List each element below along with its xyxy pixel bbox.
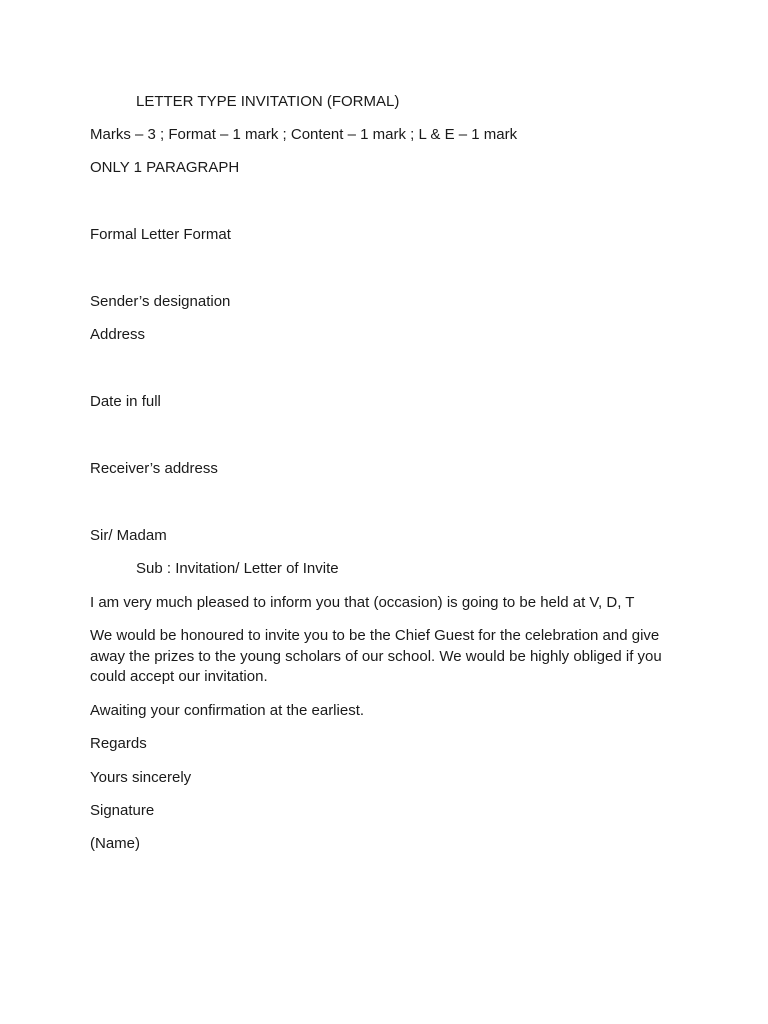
- sender-address: Address: [90, 326, 146, 343]
- salutation: Sir/ Madam: [90, 527, 167, 544]
- format-heading: Formal Letter Format: [90, 226, 231, 243]
- receiver-address: Receiver’s address: [90, 460, 218, 477]
- subject-line: Sub : Invitation/ Letter of Invite: [136, 560, 339, 577]
- regards: Regards: [90, 735, 147, 752]
- body-paragraph: We would be honoured to invite you to be the Chief Guest for the celebration and give away the prizes to the young scholars of our school. We would be highly obliged if you could accept our invitation.: [90, 627, 662, 685]
- paragraph-instruction: ONLY 1 PARAGRAPH: [90, 159, 240, 176]
- marks-breakdown: Marks – 3 ; Format – 1 mark ; Content – 1 mark ; L & E – 1 mark: [90, 126, 518, 143]
- signature: Signature: [90, 802, 155, 819]
- date-line: Date in full: [90, 393, 161, 410]
- complimentary-close: Yours sincerely: [90, 769, 192, 786]
- sender-name: (Name): [90, 835, 141, 852]
- closing-line: Awaiting your confirmation at the earliest.: [90, 702, 365, 719]
- sender-designation: Sender’s designation: [90, 293, 231, 310]
- document-title: LETTER TYPE INVITATION (FORMAL): [136, 93, 400, 110]
- body-opening-line: I am very much pleased to inform you that (occasion) is going to be held at V, D, T: [90, 594, 635, 611]
